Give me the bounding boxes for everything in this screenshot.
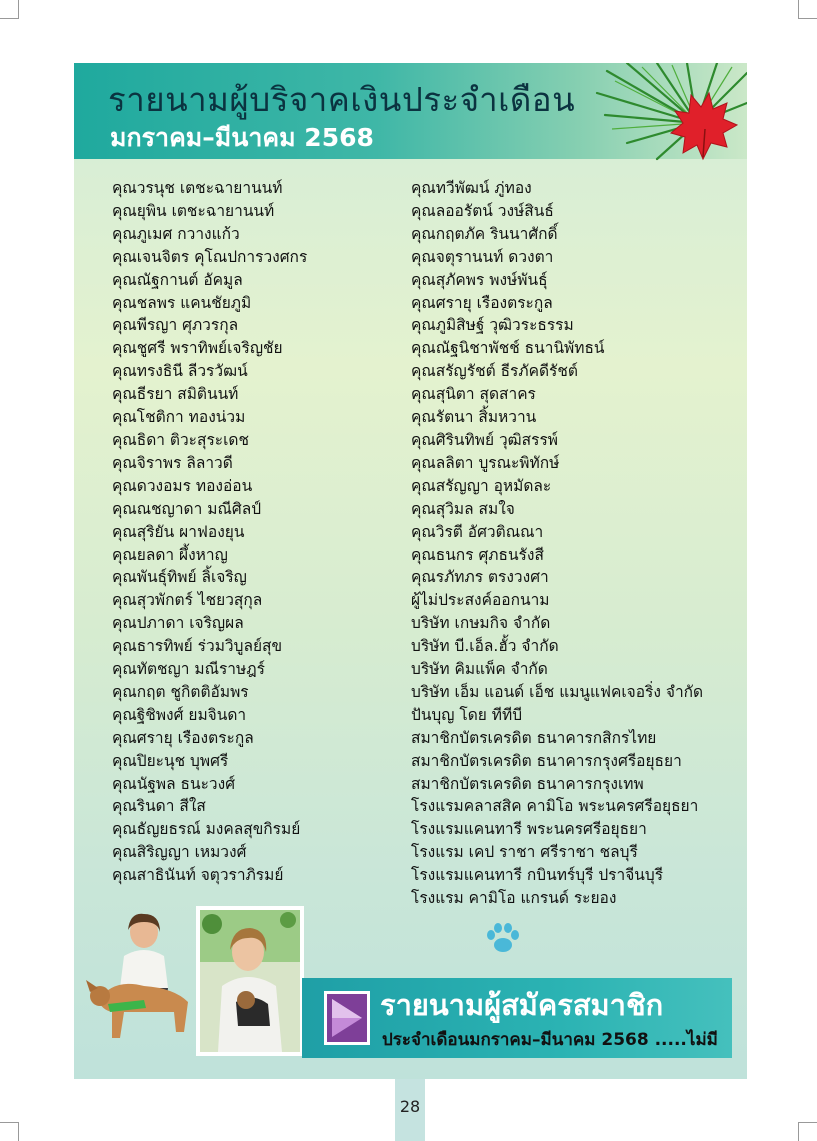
- girl-with-puppy-photo: [196, 906, 304, 1056]
- list-item: คุณภูมิสิษฐ์ วุฒิวระธรรม: [411, 316, 574, 335]
- list-item: คุณพีรญา ศุภวรกุล: [112, 316, 239, 335]
- list-item: สมาชิกบัตรเครดิต ธนาคารกสิกรไทย: [411, 728, 657, 747]
- list-item: คุณวิรตี อัศวติณณา: [411, 522, 544, 541]
- list-item: คุณรภัทภร ตรงวงศา: [411, 568, 549, 587]
- list-item: คุณฐิชิพงศ์ ยมจินดา: [112, 705, 247, 724]
- list-item: คุณดวงอมร ทองอ่อน: [112, 476, 253, 495]
- list-item: คุณทวีพัฒน์ ภู่ทอง: [411, 179, 532, 197]
- list-item: คุณสุริยัน ผาฟองยุน: [112, 522, 245, 541]
- list-item: บริษัท คิมแพ็ค จำกัด: [411, 660, 548, 679]
- donor-list-right: [411, 177, 741, 910]
- list-item: คุณนัฐพล ธนะวงศ์: [112, 774, 236, 793]
- list-item: คุณทัตชญา มณีราษฎร์: [112, 660, 265, 679]
- list-item: คุณยุพิน เตชะฉายานนท์: [112, 201, 275, 220]
- list-item: คุณศิรินทิพย์ วุฒิสรรพ์: [411, 430, 558, 449]
- list-item: คุณธิดา ติวะสุระเดช: [112, 430, 249, 449]
- list-item: คุณณชญาดา มณีศิลป์: [112, 499, 262, 518]
- donor-list-left: [112, 177, 412, 887]
- list-item: โรงแรม เคป ราชา ศรีราชา ชลบุรี: [411, 843, 638, 862]
- list-item: คุณศรายุ เรืองตระกูล: [112, 728, 254, 747]
- list-item: คุณลลิตา บูรณะพิทักษ์: [411, 453, 560, 472]
- list-item: คุณณัฐนิชาพัชช์ ธนานิพัทธน์: [411, 339, 605, 358]
- list-item: คุณจตุรานนท์ ดวงตา: [411, 247, 554, 266]
- list-item: คุณทรงธินี ลีวรวัฒน์: [112, 362, 248, 381]
- list-item: คุณธารทิพย์ ร่วมวิบูลย์สุข: [112, 637, 283, 656]
- list-item: คุณธนกร ศุภธนรังสี: [411, 545, 544, 564]
- page-number: 28: [399, 1097, 421, 1116]
- header-band: [74, 63, 747, 159]
- list-item: คุณยลดา ผึ้งหาญ: [112, 545, 228, 564]
- list-item: คุณสาธินันท์ จตุวราภิรมย์: [112, 866, 284, 885]
- list-item: คุณปภาดา เจริญผล: [112, 614, 244, 633]
- members-banner-title: รายนามผู้สมัครสมาชิก: [380, 988, 664, 1022]
- list-item: คุณโชติกา ทองน่วม: [112, 408, 246, 427]
- members-banner-subtitle: ประจำเดือนมกราคม–มีนาคม 2568 .....ไม่มี: [382, 1030, 718, 1050]
- crop-mark-bottom-right: [798, 1122, 817, 1141]
- members-banner: [302, 978, 732, 1058]
- list-item: คุณลออรัตน์ วงษ์สินธ์: [411, 201, 554, 220]
- list-item: คุณสรัญรัชต์ ธีรภัคดีรัชต์: [411, 362, 578, 381]
- crop-mark-top-right: [798, 0, 817, 19]
- list-item: คุณชลพร แคนชัยภูมิ: [112, 293, 252, 312]
- list-item: คุณเจนจิตร คุโณปการวงศกร: [112, 247, 308, 266]
- palm-and-maple-leaf-icon: [587, 63, 747, 163]
- list-item: บริษัท เกษมกิจ จำกัด: [411, 614, 551, 633]
- list-item: ปันบุญ โดย ทีทีบี: [411, 705, 523, 724]
- list-item: คุณศรายุ เรืองตระกูล: [411, 293, 553, 312]
- paw-print-icon: [482, 921, 524, 957]
- crop-mark-bottom-left: [0, 1122, 19, 1141]
- list-item: ผู้ไม่ประสงค์ออกนาม: [411, 591, 550, 610]
- list-item: โรงแรมแคนทารี พระนครศรีอยุธยา: [411, 820, 647, 839]
- list-item: โรงแรมคลาสสิค คามิโอ พระนครศรีอยุธยา: [411, 797, 699, 816]
- list-item: คุณภูเมศ กวางแก้ว: [112, 224, 240, 243]
- list-item: บริษัท เอ็ม แอนด์ เอ็ช แมนูแฟคเจอริ่ง จำกัด: [411, 682, 704, 701]
- list-item: คุณสิริญญา เหมวงศ์: [112, 843, 247, 862]
- list-item: โรงแรม คามิโอ แกรนด์ ระยอง: [411, 889, 617, 908]
- list-item: คุณสุนิตา สุดสาคร: [411, 385, 536, 404]
- list-item: คุณพันธุ์ทิพย์ ลิ้เจริญ: [112, 568, 247, 587]
- list-item: คุณปิยะนุช บุพศรี: [112, 751, 229, 770]
- list-item: คุณธัญยธรณ์ มงคลสุขกิรมย์: [112, 820, 301, 839]
- list-item: คุณรินดา สีใส: [112, 797, 206, 816]
- list-item: คุณสรัญญา อุหมัดละ: [411, 476, 552, 495]
- list-item: คุณจิราพร ลิลาวดี: [112, 453, 233, 472]
- content-panel: [74, 63, 747, 1079]
- list-item: คุณรัตนา สิ้มหวาน: [411, 408, 537, 427]
- page-number-tab: [395, 1079, 425, 1141]
- list-item: บริษัท บี.เอ็ล.ฮั้ว จำกัด: [411, 637, 559, 656]
- list-item: คุณสุภัคพร พงษ์พันธุ์: [411, 270, 548, 289]
- list-item: คุณธีรยา สมิตินนท์: [112, 385, 239, 404]
- list-item: คุณกฤตภัค รินนาศักดิ์: [411, 224, 558, 243]
- triangle-arrow-icon: [324, 991, 370, 1045]
- woman-with-dog-photo: [84, 908, 204, 1056]
- list-item: คุณวรนุช เตชะฉายานนท์: [112, 179, 283, 197]
- list-item: คุณสุวพักตร์ ไชยวสุกุล: [112, 591, 263, 610]
- list-item: คุณสุวิมล สมใจ: [411, 499, 515, 518]
- page-subtitle: มกราคม–มีนาคม 2568: [110, 123, 374, 152]
- list-item: คุณณัฐกานต์ อัคมูล: [112, 270, 243, 289]
- list-item: สมาชิกบัตรเครดิต ธนาคารกรุงศรีอยุธยา: [411, 751, 682, 770]
- page-title: รายนามผู้บริจาคเงินประจำเดือน: [108, 80, 576, 119]
- list-item: คุณชูศรี พราทิพย์เจริญชัย: [112, 339, 283, 358]
- list-item: สมาชิกบัตรเครดิต ธนาคารกรุงเทพ: [411, 774, 644, 793]
- crop-mark-top-left: [0, 0, 19, 19]
- list-item: โรงแรมแคนทารี กบินทร์บุรี ปราจีนบุรี: [411, 866, 664, 885]
- list-item: คุณกฤต ชูกิตติอัมพร: [112, 682, 249, 701]
